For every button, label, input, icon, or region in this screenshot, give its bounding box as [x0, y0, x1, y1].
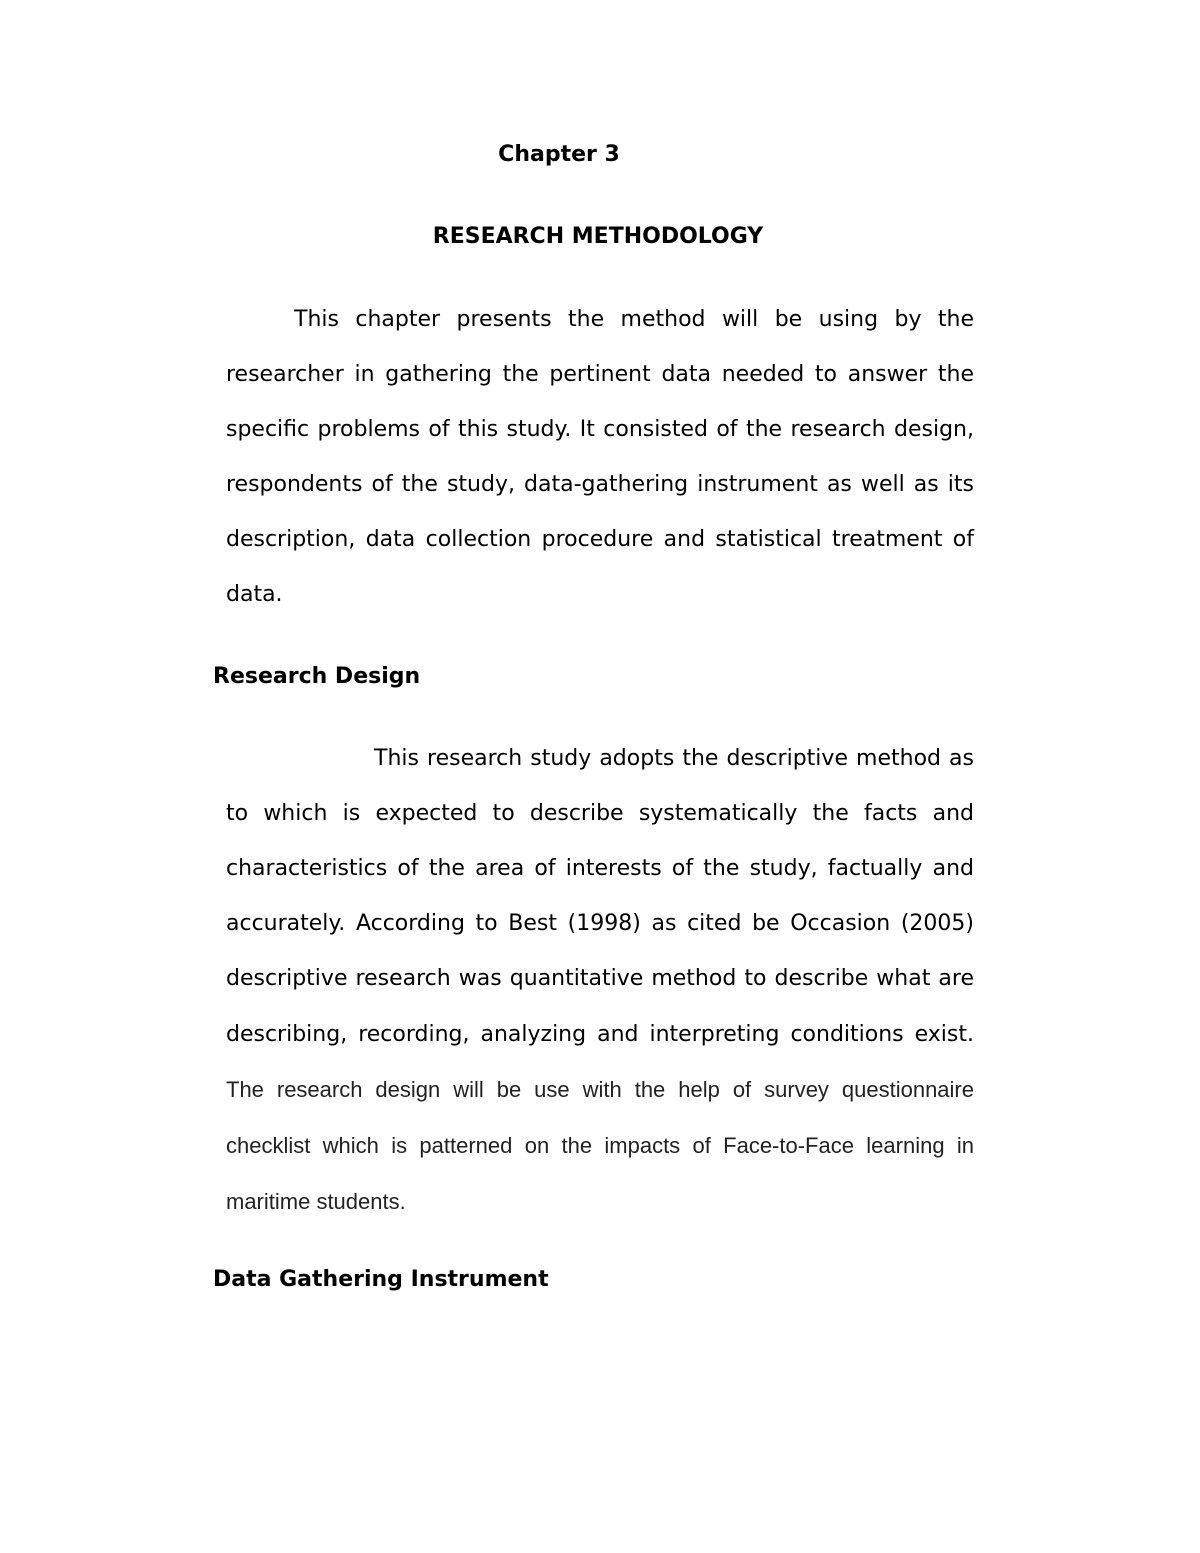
chapter-label: Chapter 3	[498, 142, 620, 167]
research-design-body: This research study adopts the descriptive method as to which is expected to describe systematically the facts and characteristics of the area of interests of the study, factually and accurately. According to Best (1998) as cited be Occasion (2005) descriptive research was quantitative method to describe what are describing, recording, analyzing and interpreting conditions exist.	[226, 746, 974, 1047]
research-design-body-continued: The research design will be use with the help of survey questionnaire checklist which is patterned on the impacts of Face-to-Face learning in maritime students.	[226, 1077, 974, 1214]
research-design-paragraph	[226, 731, 974, 1230]
chapter-title: RESEARCH METHODOLOGY	[432, 224, 764, 249]
research-design-heading: Research Design	[213, 664, 421, 689]
data-gathering-heading: Data Gathering Instrument	[213, 1267, 549, 1292]
intro-paragraph: This chapter presents the method will be using by the researcher in gathering the pertinent data needed to answer the specific problems of this study. It consisted of the research design, respondents of the study, data-gathering instrument as well as its description, data collection procedure and statistical treatment of data.	[226, 307, 974, 607]
